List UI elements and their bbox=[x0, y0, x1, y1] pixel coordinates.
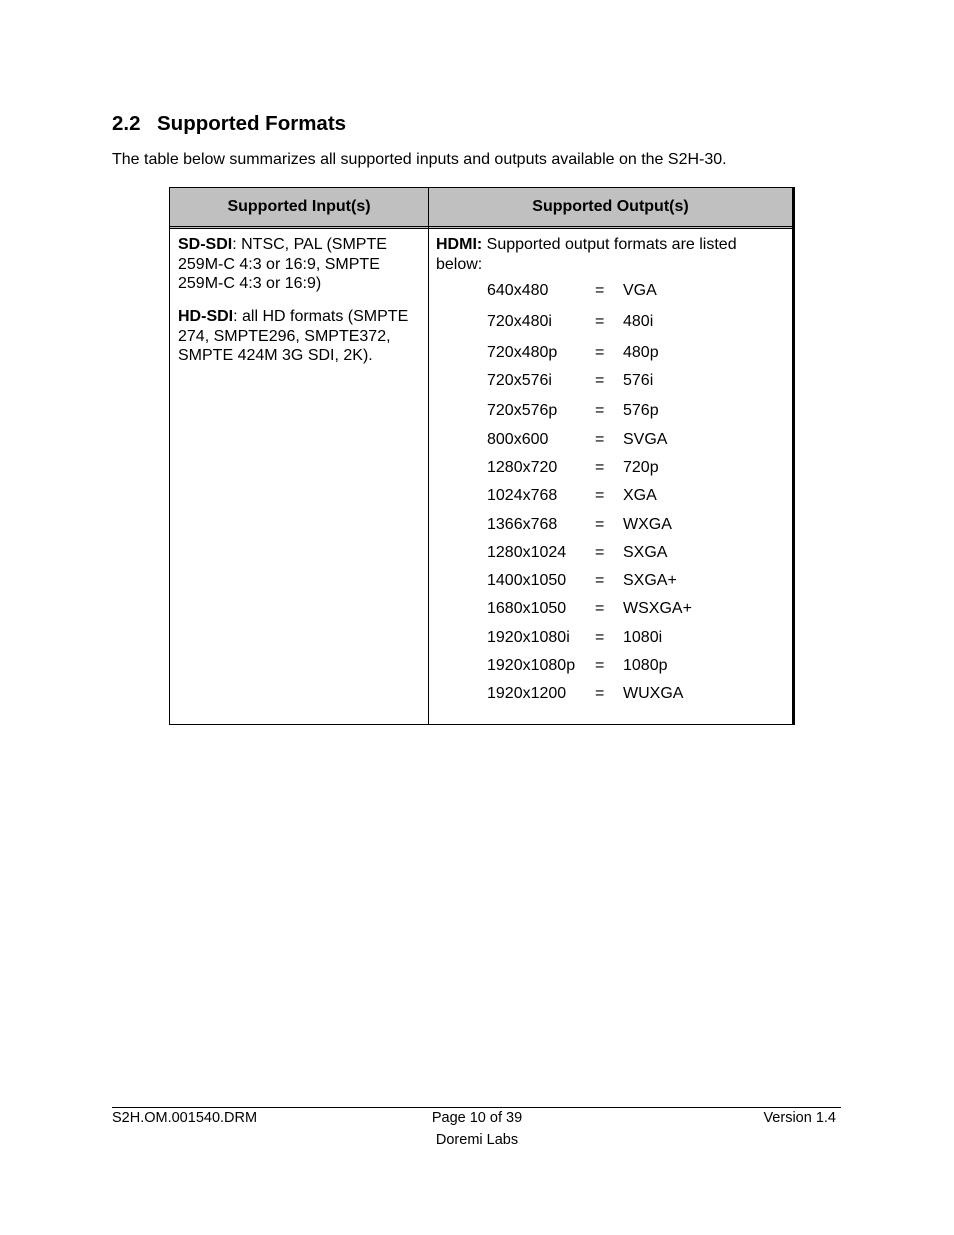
section-heading bbox=[112, 112, 346, 136]
intro-paragraph: The table below summarizes all supported inputs and outputs available on the S2H-30. bbox=[112, 151, 727, 168]
output-description: Supported output formats are listed below: bbox=[436, 236, 737, 273]
format-equals: = bbox=[595, 685, 605, 702]
table-header-row bbox=[170, 188, 792, 229]
output-hdmi-intro bbox=[436, 235, 786, 274]
format-name: XGA bbox=[623, 487, 657, 504]
format-equals: = bbox=[595, 402, 605, 419]
format-resolution: 1680x1050 bbox=[487, 600, 567, 617]
format-row bbox=[487, 543, 667, 563]
format-name: 720p bbox=[623, 459, 659, 476]
footer-page-number: Page 10 of 39 bbox=[431, 1110, 523, 1126]
section-title: Supported Formats bbox=[157, 112, 347, 135]
format-equals: = bbox=[595, 572, 605, 589]
format-row bbox=[487, 343, 659, 363]
format-resolution: 1920x1200 bbox=[487, 685, 567, 702]
format-resolution: 1366x768 bbox=[487, 516, 558, 533]
footer-version: Version 1.4 bbox=[763, 1110, 836, 1126]
header-supported-outputs: Supported Output(s) bbox=[532, 198, 689, 215]
format-name: WXGA bbox=[623, 516, 672, 533]
format-equals: = bbox=[595, 487, 605, 504]
format-row bbox=[487, 281, 657, 301]
output-label: HDMI: bbox=[436, 236, 483, 253]
format-name: 576p bbox=[623, 402, 659, 419]
format-row bbox=[487, 571, 677, 591]
footer-company: Doremi Labs bbox=[435, 1132, 519, 1148]
format-name: SVGA bbox=[623, 431, 668, 448]
format-resolution: 800x600 bbox=[487, 431, 549, 448]
header-supported-inputs: Supported Input(s) bbox=[227, 198, 371, 215]
format-name: 480p bbox=[623, 344, 659, 361]
format-equals: = bbox=[595, 600, 605, 617]
input-label: SD-SDI bbox=[178, 236, 233, 253]
format-row bbox=[487, 486, 657, 506]
column-divider bbox=[428, 188, 429, 724]
format-resolution: 1920x1080i bbox=[487, 629, 570, 646]
format-name: 480i bbox=[623, 313, 654, 330]
format-row bbox=[487, 684, 683, 704]
format-resolution: 1920x1080p bbox=[487, 657, 576, 674]
format-name: SXGA+ bbox=[623, 572, 677, 589]
format-resolution: 1280x720 bbox=[487, 459, 558, 476]
format-resolution: 720x480p bbox=[487, 344, 558, 361]
format-name: 1080i bbox=[623, 629, 663, 646]
format-equals: = bbox=[595, 282, 605, 299]
format-row bbox=[487, 430, 667, 450]
format-resolution: 1024x768 bbox=[487, 487, 558, 504]
format-row bbox=[487, 371, 653, 391]
input-description: : NTSC, PAL (SMPTE 259M-C 4:3 or 16:9, SMPTE 259M-C 4:3 or 16:9) bbox=[178, 236, 387, 292]
format-resolution: 720x576i bbox=[487, 372, 552, 389]
format-row bbox=[487, 656, 668, 676]
format-row bbox=[487, 458, 659, 478]
format-equals: = bbox=[595, 544, 605, 561]
format-resolution: 720x576p bbox=[487, 402, 558, 419]
format-equals: = bbox=[595, 657, 605, 674]
format-row bbox=[487, 599, 692, 619]
formats-table bbox=[169, 187, 795, 725]
format-equals: = bbox=[595, 372, 605, 389]
format-row bbox=[487, 401, 659, 421]
format-resolution: 1280x1024 bbox=[487, 544, 567, 561]
format-equals: = bbox=[595, 344, 605, 361]
input-description: : all HD formats (SMPTE 274, SMPTE296, SMPTE372, SMPTE 424M 3G SDI, 2K). bbox=[178, 308, 409, 364]
format-name: WUXGA bbox=[623, 685, 684, 702]
section-number: 2.2 bbox=[112, 112, 141, 135]
format-row bbox=[487, 312, 653, 332]
format-name: VGA bbox=[623, 282, 657, 299]
format-name: 576i bbox=[623, 372, 654, 389]
format-name: WSXGA+ bbox=[623, 600, 692, 617]
format-equals: = bbox=[595, 459, 605, 476]
format-row bbox=[487, 628, 662, 648]
input-sd-sdi bbox=[178, 235, 422, 294]
format-equals: = bbox=[595, 516, 605, 533]
footer-rule bbox=[112, 1107, 841, 1108]
format-resolution: 720x480i bbox=[487, 313, 552, 330]
format-name: 1080p bbox=[623, 657, 668, 674]
input-label: HD-SDI bbox=[178, 308, 234, 325]
input-hd-sdi bbox=[178, 307, 422, 366]
format-resolution: 640x480 bbox=[487, 282, 549, 299]
format-name: SXGA bbox=[623, 544, 668, 561]
format-equals: = bbox=[595, 313, 605, 330]
format-resolution: 1400x1050 bbox=[487, 572, 567, 589]
format-equals: = bbox=[595, 629, 605, 646]
format-equals: = bbox=[595, 431, 605, 448]
footer-doc-id: S2H.OM.001540.DRM bbox=[112, 1110, 258, 1126]
format-row bbox=[487, 515, 672, 535]
